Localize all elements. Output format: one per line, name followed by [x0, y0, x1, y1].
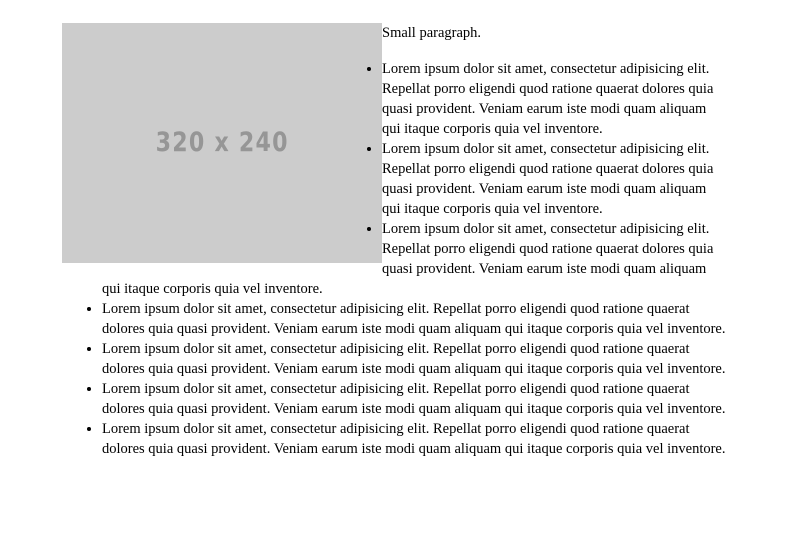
list-item: • Lorem ipsum dolor sit amet, consectetur adipisicing elit. Repellat porro eligendi quod ratione quaerat dolores quia quasi provident. Veniam earum iste modi quam aliquam qui itaque corporis quia vel inventore.: [102, 299, 726, 339]
list-item: • Lorem ipsum dolor sit amet, consectetur adipisicing elit. Repellat porro eligendi quod ratione quaerat dolores quia quasi provident. Veniam earum iste modi quam aliquam qui itaque corporis quia vel inventore.: [102, 59, 726, 139]
list-item: • Lorem ipsum dolor sit amet, consectetur adipisicing elit. Repellat porro eligendi quod ratione quaerat dolores quia quasi provident. Veniam earum iste modi quam aliquam qui itaque corporis quia vel inventore.: [102, 419, 726, 459]
intro-paragraph: Small paragraph.: [382, 25, 482, 41]
list-item: • Lorem ipsum dolor sit amet, consectetur adipisicing elit. Repellat porro eligendi quod ratione quaerat dolores quia quasi provident. Veniam earum iste modi quam aliquam qui itaque corporis quia vel inventore.: [102, 339, 726, 379]
page-content: [62, 23, 726, 459]
placeholder-image-label: 320 x 240: [155, 127, 289, 158]
list-item: • Lorem ipsum dolor sit amet, consectetur adipisicing elit. Repellat porro eligendi quod ratione quaerat dolores quia quasi provident. Veniam earum iste modi quam aliquam qui itaque corporis quia vel inventore.: [102, 219, 726, 299]
list-item: • Lorem ipsum dolor sit amet, consectetur adipisicing elit. Repellat porro eligendi quod ratione quaerat dolores quia quasi provident. Veniam earum iste modi quam aliquam qui itaque corporis quia vel inventore.: [102, 139, 726, 219]
list-item: • Lorem ipsum dolor sit amet, consectetur adipisicing elit. Repellat porro eligendi quod ratione quaerat dolores quia quasi provident. Veniam earum iste modi quam aliquam qui itaque corporis quia vel inventore.: [102, 379, 726, 419]
placeholder-image: [62, 23, 382, 263]
